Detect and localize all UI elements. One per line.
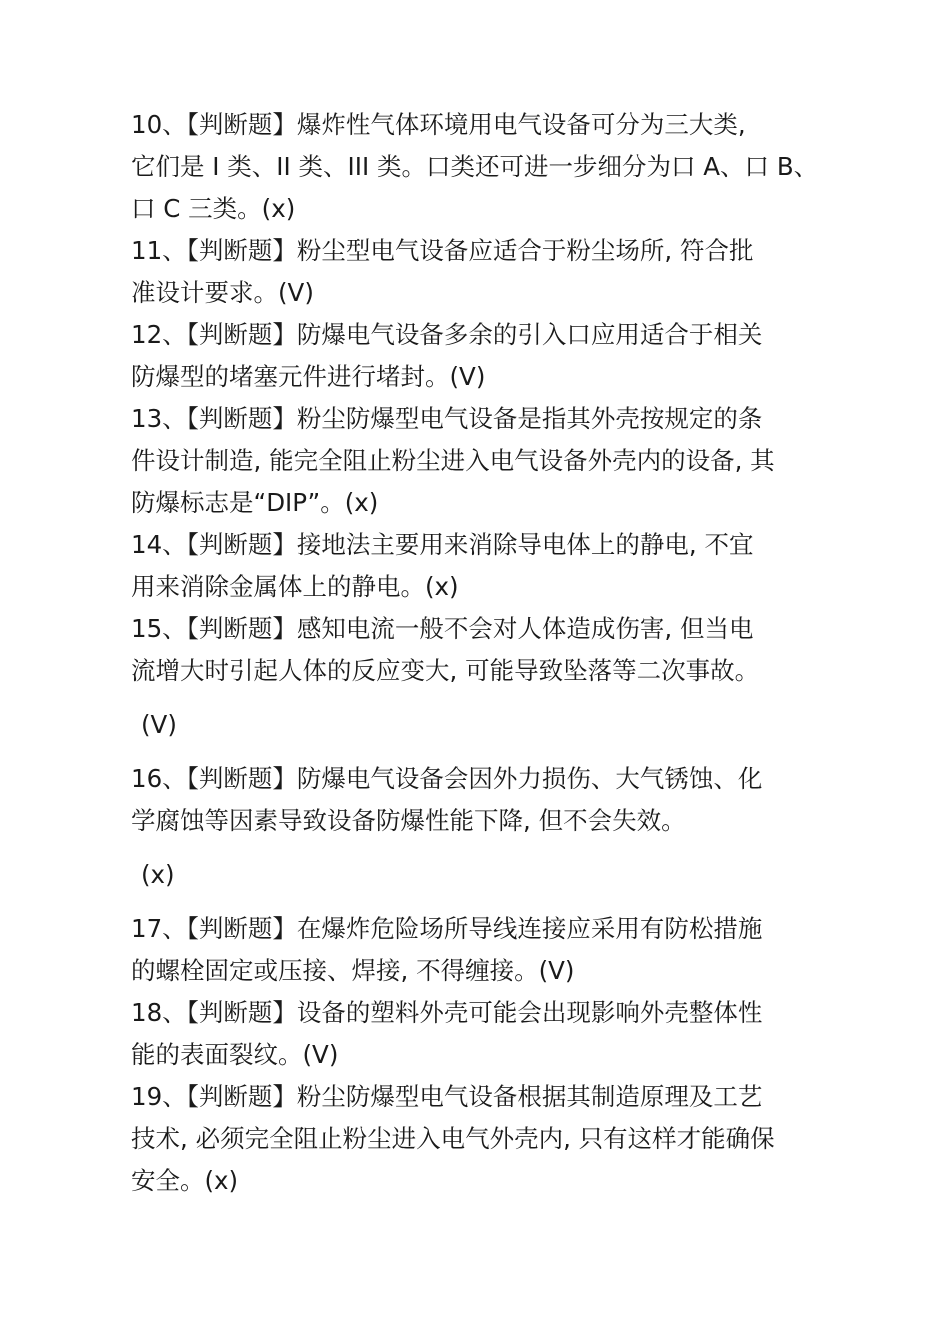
question-18 <box>131 992 831 1076</box>
text-line: 用来消除金属体上的静电。(x) <box>131 572 459 601</box>
text-line: 18、【判断题】设备的塑料外壳可能会出现影响外壳整体性 <box>131 998 763 1027</box>
answer-label: (V) <box>141 710 177 739</box>
text-line: 12、【判断题】防爆电气设备多余的引入口应用适合于相关 <box>131 320 763 349</box>
question-14 <box>131 524 831 608</box>
text-line: 流增大时引起人体的反应变大, 可能导致坠落等二次事故。 <box>131 656 760 685</box>
question-11 <box>131 230 831 314</box>
text-line: 安全。(x) <box>131 1166 239 1195</box>
text-line: 10、【判断题】爆炸性气体环境用电气设备可分为三大类, <box>131 110 746 139</box>
question-19 <box>131 1076 831 1202</box>
document-page <box>131 104 831 1202</box>
text-line: 19、【判断题】粉尘防爆型电气设备根据其制造原理及工艺 <box>131 1082 763 1111</box>
text-line: 学腐蚀等因素导致设备防爆性能下降, 但不会失效。 <box>131 806 686 835</box>
text-line: 能的表面裂纹。(V) <box>131 1040 339 1069</box>
text-line: 技术, 必须完全阻止粉尘进入电气外壳内, 只有这样才能确保 <box>131 1124 775 1153</box>
text-line: 17、【判断题】在爆炸危险场所导线连接应采用有防松措施 <box>131 914 763 943</box>
text-line: 15、【判断题】感知电流一般不会对人体造成伤害, 但当电 <box>131 614 754 643</box>
question-16 <box>131 758 831 908</box>
text-line: 的螺栓固定或压接、焊接, 不得缠接。(V) <box>131 956 575 985</box>
text-line: 防爆标志是“DIP”。(x) <box>131 488 379 517</box>
text-line: 准设计要求。(V) <box>131 278 314 307</box>
text-line: 14、【判断题】接地法主要用来消除导电体上的静电, 不宜 <box>131 530 754 559</box>
question-10 <box>131 104 831 230</box>
text-line: 防爆型的堵塞元件进行堵封。(V) <box>131 362 486 391</box>
text-line: 16、【判断题】防爆电气设备会因外力损伤、大气锈蚀、化 <box>131 764 763 793</box>
answer-label: (x) <box>141 860 175 889</box>
text-line: 件设计制造, 能完全阻止粉尘进入电气设备外壳内的设备, 其 <box>131 446 775 475</box>
question-13 <box>131 398 831 524</box>
text-line: 11、【判断题】粉尘型电气设备应适合于粉尘场所, 符合批 <box>131 236 754 265</box>
text-line: 13、【判断题】粉尘防爆型电气设备是指其外壳按规定的条 <box>131 404 763 433</box>
question-12 <box>131 314 831 398</box>
question-15 <box>131 608 831 758</box>
question-17 <box>131 908 831 992</box>
text-line: 口 C 三类。(x) <box>131 194 296 223</box>
text-line: 它们是 I 类、II 类、III 类。口类还可进一步细分为口 A、口 B、 <box>131 152 819 181</box>
